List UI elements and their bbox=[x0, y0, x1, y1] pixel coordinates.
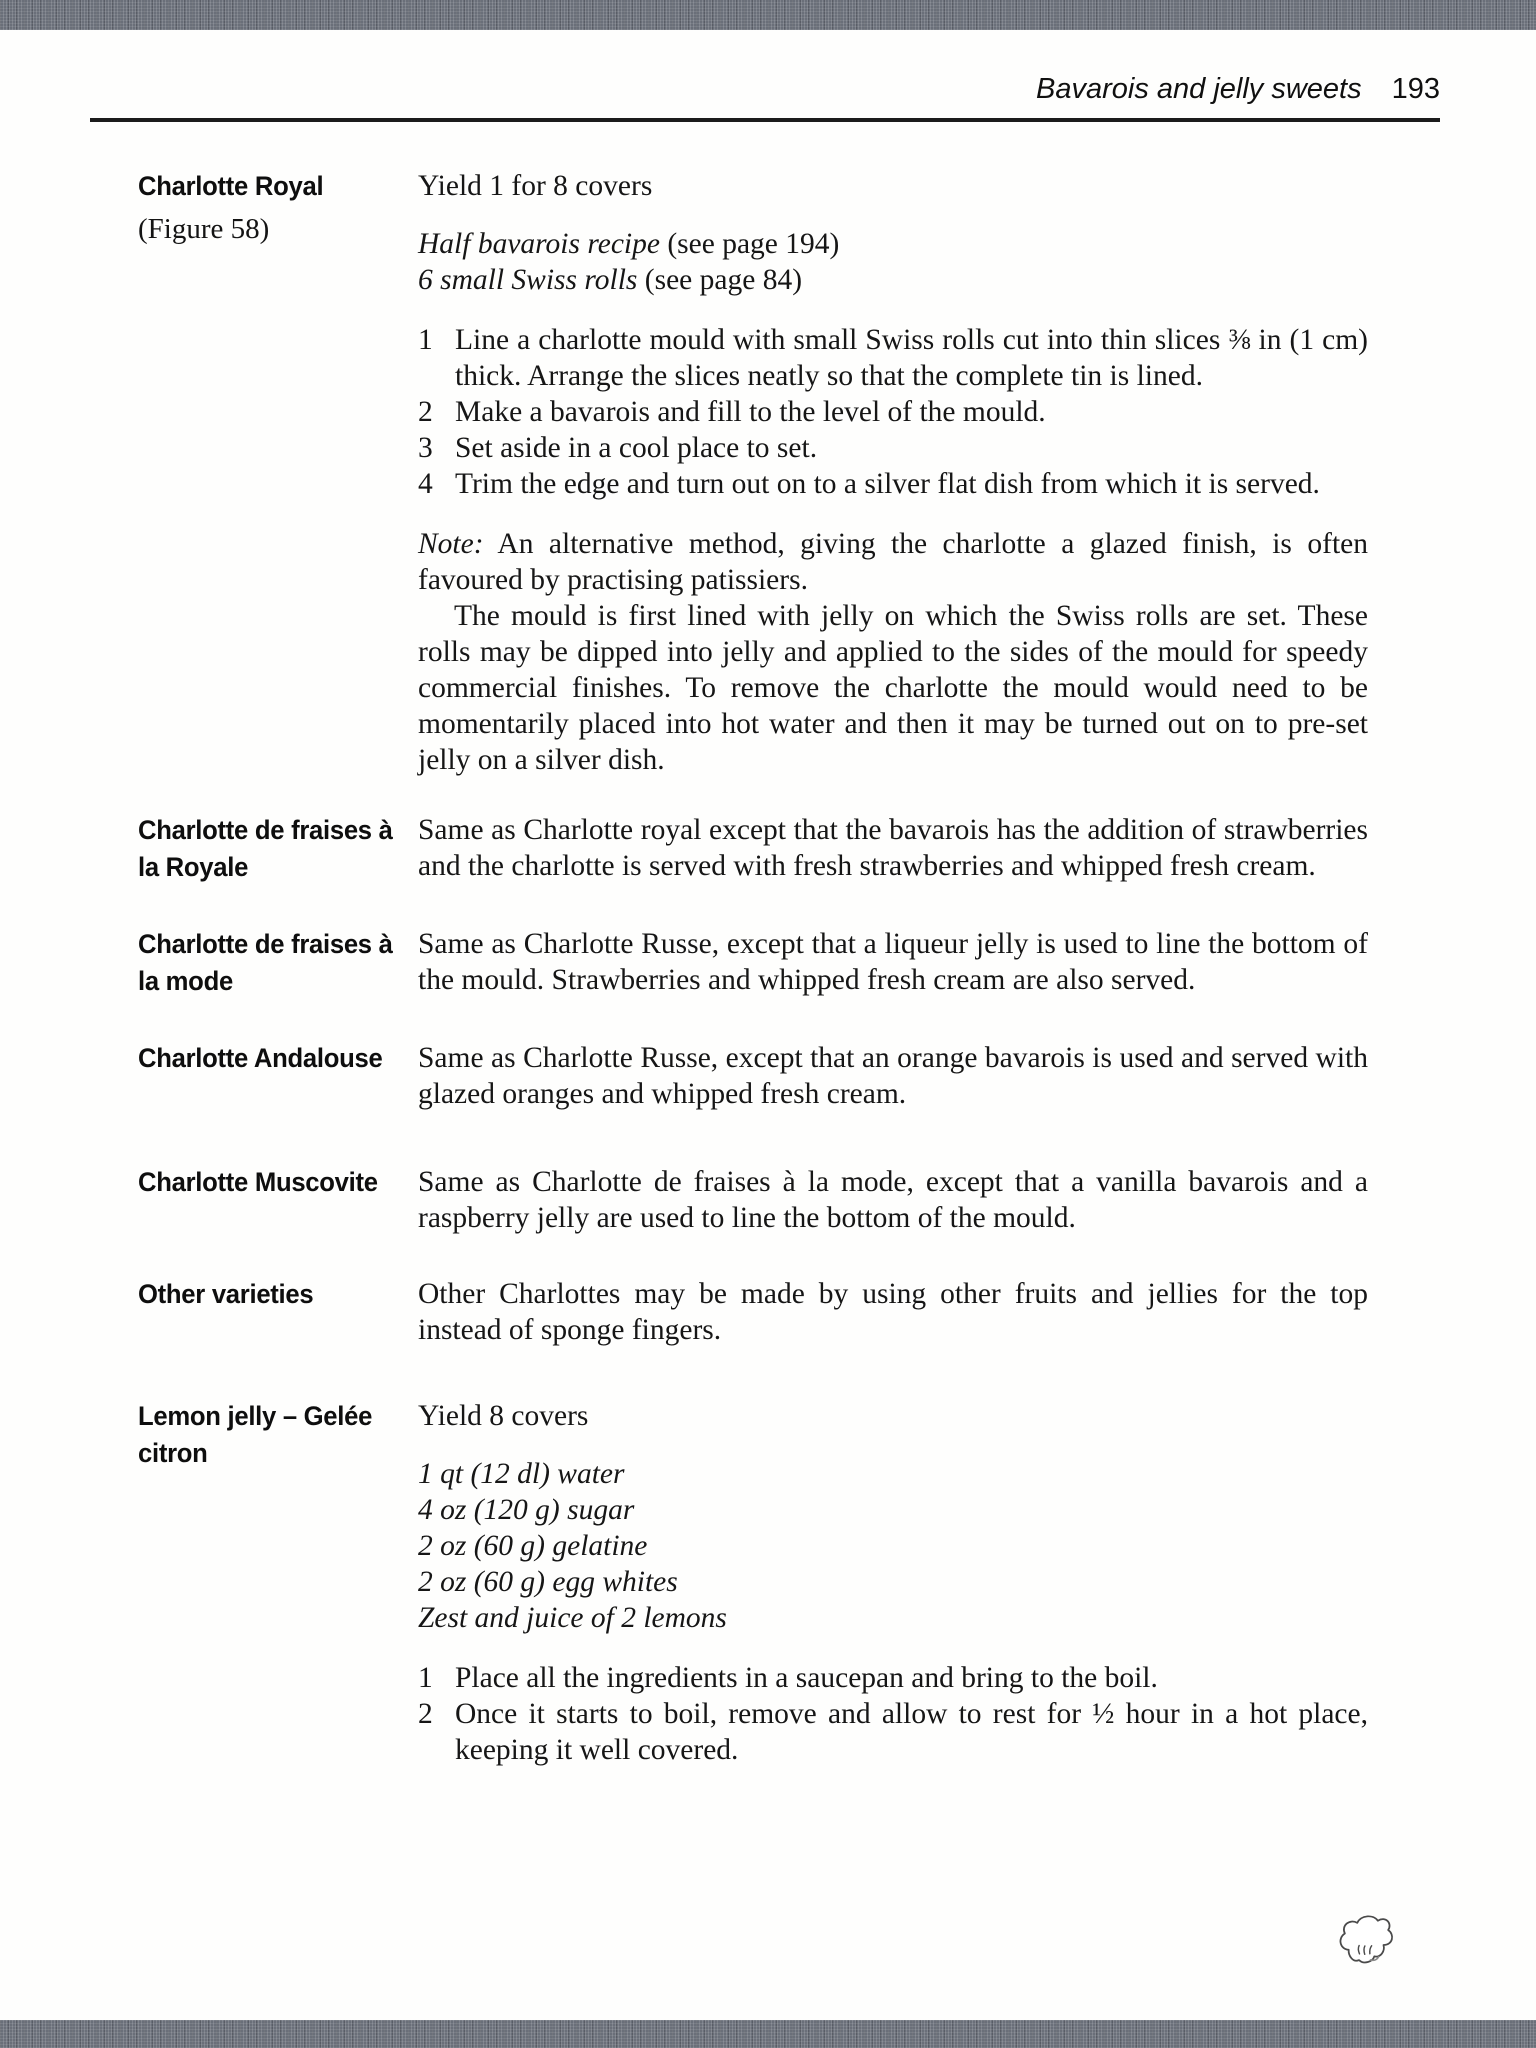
heading-column bbox=[138, 1040, 418, 1112]
section-other-varieties bbox=[138, 1276, 1368, 1348]
recipe-heading-line: Lemon jelly – Gelée bbox=[138, 1401, 373, 1431]
ingredient-line: 1 qt (12 dl) water bbox=[418, 1458, 625, 1490]
ingredient-references bbox=[418, 226, 1368, 298]
step-number: 2 bbox=[418, 396, 433, 428]
page-content bbox=[138, 168, 1368, 1768]
ingredient-name: Half bavarois recipe bbox=[418, 228, 660, 260]
heading-column bbox=[138, 1398, 418, 1768]
step-text: Line a charlotte mould with small Swiss rolls cut into thin slices ⅜ in (1 cm) thick. Arrange the slices neatly so that the complete tin is lined. bbox=[455, 324, 1368, 392]
description-paragraph: Same as Charlotte royal except that the bavarois has the addition of strawberries and the charlotte is served with fresh strawberries and whipped fresh cream. bbox=[418, 814, 1368, 882]
method-steps bbox=[418, 1660, 1368, 1768]
body-column bbox=[418, 168, 1368, 778]
body-column bbox=[418, 1040, 1368, 1112]
recipe-heading-line: Charlotte de fraises à bbox=[138, 815, 393, 845]
recipe-heading-line: Charlotte Andalouse bbox=[138, 1043, 383, 1073]
ingredient-page-ref: (see page 84) bbox=[637, 264, 803, 296]
body-column bbox=[418, 1276, 1368, 1348]
recipe-heading bbox=[138, 1276, 404, 1313]
recipe-heading bbox=[138, 168, 404, 205]
step-text: Set aside in a cool place to set. bbox=[455, 432, 818, 464]
ingredient-line: 2 oz (60 g) egg whites bbox=[418, 1566, 678, 1598]
note-label: Note: bbox=[418, 528, 484, 560]
heading-column bbox=[138, 168, 418, 778]
step-number: 2 bbox=[418, 1698, 433, 1730]
recipe-heading bbox=[138, 1040, 404, 1077]
ingredient-page-ref: (see page 194) bbox=[659, 228, 840, 260]
description-paragraph: Same as Charlotte Russe, except that a liqueur jelly is used to line the bottom of the mould. Strawberries and whipped fresh cream are also served. bbox=[418, 928, 1368, 996]
description-paragraph: Same as Charlotte Russe, except that an orange bavarois is used and served with glazed oranges and whipped fresh cream. bbox=[418, 1042, 1368, 1110]
section-charlotte-royal bbox=[138, 168, 1368, 778]
description-paragraph: Other Charlottes may be made by using other fruits and jellies for the top instead of sponge fingers. bbox=[418, 1278, 1368, 1346]
step-number: 1 bbox=[418, 1662, 433, 1694]
note-paragraph-2: The mould is first lined with jelly on which the Swiss rolls are set. These rolls may be dipped into jelly and applied to the sides of the mould for speedy commercial finishes. To remove the charlotte the mould would need to be momentarily placed into hot water and then it may be turned out on to pre-set jelly on a silver dish. bbox=[418, 600, 1368, 776]
page-top-cloth-edge bbox=[0, 0, 1536, 30]
ingredient-line: 4 oz (120 g) sugar bbox=[418, 1494, 635, 1526]
section-lemon-jelly-gelee-citron bbox=[138, 1398, 1368, 1768]
step-text: Place all the ingredients in a saucepan and bring to the boil. bbox=[455, 1662, 1158, 1694]
recipe-heading bbox=[138, 1164, 404, 1201]
recipe-heading bbox=[138, 812, 404, 886]
body-column bbox=[418, 1398, 1368, 1768]
body-column bbox=[418, 1164, 1368, 1236]
section-charlotte-andalouse bbox=[138, 1040, 1368, 1112]
heading-column bbox=[138, 926, 418, 1000]
step-item bbox=[418, 430, 1368, 466]
ingredient-line bbox=[418, 226, 1368, 262]
recipe-heading-line: Charlotte Muscovite bbox=[138, 1167, 378, 1197]
recipe-heading-line: Charlotte de fraises à bbox=[138, 929, 393, 959]
recipe-heading-line: Other varieties bbox=[138, 1279, 314, 1309]
step-text: Once it starts to boil, remove and allow to rest for ½ hour in a hot place, keeping it well covered. bbox=[455, 1698, 1368, 1766]
section-charlotte-de-fraises-a-la-royale bbox=[138, 812, 1368, 886]
heading-column bbox=[138, 1164, 418, 1236]
running-head bbox=[90, 72, 1440, 106]
chef-hat-icon bbox=[1331, 1913, 1399, 1981]
ingredient-line: Zest and juice of 2 lemons bbox=[418, 1602, 727, 1634]
recipe-heading-line: citron bbox=[138, 1438, 208, 1468]
heading-column bbox=[138, 1276, 418, 1348]
note-paragraph-1 bbox=[418, 526, 1368, 598]
page-number: 193 bbox=[1391, 73, 1440, 105]
yield-line: Yield 8 covers bbox=[418, 1400, 589, 1432]
body-column bbox=[418, 926, 1368, 1000]
step-item bbox=[418, 322, 1368, 394]
header-rule bbox=[90, 118, 1440, 122]
step-item bbox=[418, 466, 1368, 502]
figure-reference: (Figure 58) bbox=[138, 213, 270, 245]
section-charlotte-de-fraises-a-la-mode bbox=[138, 926, 1368, 1000]
recipe-heading bbox=[138, 1398, 404, 1472]
step-item bbox=[418, 1696, 1368, 1768]
ingredient-line: 2 oz (60 g) gelatine bbox=[418, 1530, 648, 1562]
step-number: 4 bbox=[418, 468, 433, 500]
step-text: Make a bavarois and fill to the level of the mould. bbox=[455, 396, 1046, 428]
running-head-title: Bavarois and jelly sweets bbox=[1036, 73, 1362, 105]
yield-line: Yield 1 for 8 covers bbox=[418, 170, 653, 202]
note-block bbox=[418, 526, 1368, 778]
page-bottom-cloth-edge bbox=[0, 2020, 1536, 2048]
step-number: 3 bbox=[418, 432, 433, 464]
ingredient-list bbox=[418, 1456, 1368, 1636]
recipe-heading-line: Charlotte Royal bbox=[138, 171, 324, 201]
method-steps bbox=[418, 322, 1368, 502]
section-charlotte-muscovite bbox=[138, 1164, 1368, 1236]
ingredient-name: 6 small Swiss rolls bbox=[418, 264, 638, 296]
heading-column bbox=[138, 812, 418, 886]
ingredient-line bbox=[418, 262, 1368, 298]
note-text: An alternative method, giving the charlotte a glazed finish, is often favoured by practising patissiers. bbox=[418, 528, 1368, 596]
step-item bbox=[418, 1660, 1368, 1696]
step-item bbox=[418, 394, 1368, 430]
recipe-heading-line: la Royale bbox=[138, 852, 249, 882]
recipe-heading bbox=[138, 926, 404, 1000]
step-number: 1 bbox=[418, 324, 433, 356]
body-column bbox=[418, 812, 1368, 886]
step-text: Trim the edge and turn out on to a silver flat dish from which it is served. bbox=[455, 468, 1320, 500]
description-paragraph: Same as Charlotte de fraises à la mode, except that a vanilla bavarois and a raspberry jelly are used to line the bottom of the mould. bbox=[418, 1166, 1368, 1234]
recipe-heading-line: la mode bbox=[138, 966, 233, 996]
